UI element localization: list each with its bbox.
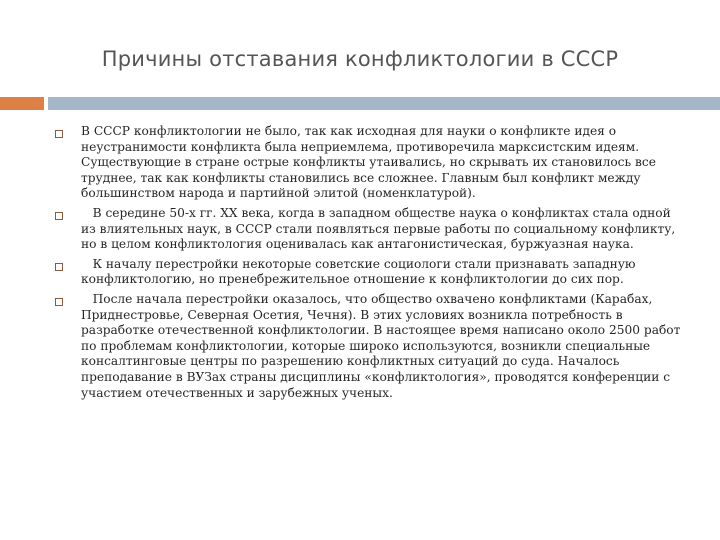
title-rule-accent — [0, 97, 44, 110]
bullet-item-4 — [55, 292, 685, 401]
square-bullet-icon — [55, 212, 63, 220]
title-rule — [48, 97, 720, 110]
bullet-text-4: После начала перестройки оказалось, что общество охвачено конфликтами (Карабах, Приднестровье, Северная Осетия, Чечня). В этих условиях возникла потребность в разработке отечественной конфликтологии. В настоящее время написано около 2500 работ по проблемам конфликтологии, которые широко используются, возникли специальные консалтинговые центры по разрешению конфликтных ситуаций до суда. Началось преподавание в ВУЗах страны дисциплины «конфликтология», проводятся конференции с участием отечественных и зарубежных ученых. — [81, 291, 685, 400]
bullet-list — [55, 124, 685, 401]
bullet-item-1 — [55, 124, 685, 202]
bullet-text-3: К началу перестройки некоторые советские социологи стали признавать западную конфликтологию, но пренебрежительное отношение к конфликтологии до сих пор. — [81, 256, 640, 287]
slide-title: Причины отставания конфликтологии в СССР — [101, 47, 619, 71]
bullet-item-2 — [55, 206, 685, 253]
bullet-text-2: В середине 50-х гг. ХХ века, когда в западном обществе наука о конфликтах стала одной из влиятельных наук, в СССР стали появляться первые работы по социальному конфликту, но в целом конфликтология оценивалась как антагонистическая, буржуазная наука. — [81, 205, 680, 252]
square-bullet-icon — [55, 130, 63, 138]
bullet-text-1: В СССР конфликтологии не было, так как исходная для науки о конфликте идея о неустранимости конфликта была неприемлема, противоречила марксистским идеям. Существующие в стране острые конфликты утаивались, но скрывать их становилось все труднее, так как конфликты становились все сложнее. Главным был конфликт между большинством народа и партийной элитой (номенклатурой). — [81, 124, 656, 201]
bullet-item-3 — [55, 257, 685, 288]
square-bullet-icon — [55, 263, 63, 271]
square-bullet-icon — [55, 298, 63, 306]
